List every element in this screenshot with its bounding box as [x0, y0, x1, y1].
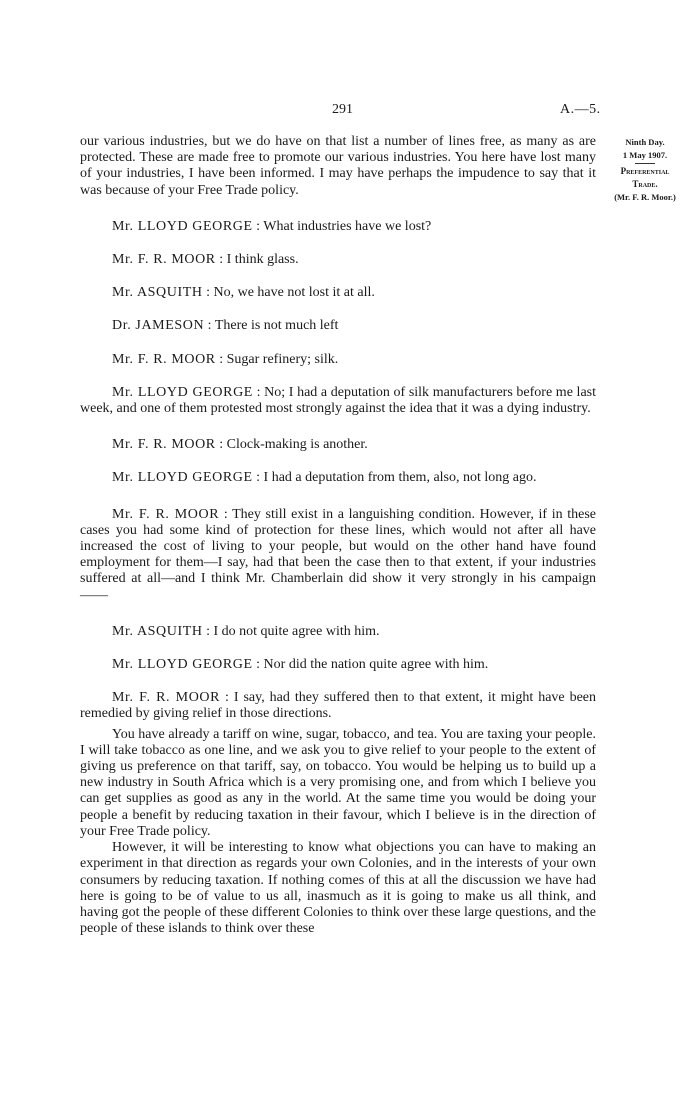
margin-note: [602, 136, 688, 204]
speech-text: They still exist in a languishing condition. However, if in these cases you had some kind of protection for these lines, which would not after all have increased the cost of living to your people, but would on the other hand have found employment for them—I say, had that been the case then to that extent, if your industries suffered at all—and I think Mr. Chamberlain did show it very strongly in his campaign ——: [80, 506, 596, 603]
document-reference: A.—5.: [560, 102, 601, 117]
speech-text: What industries have we lost?: [263, 218, 432, 234]
speaker-name: Dr. JAMESON: [112, 318, 205, 334]
body-text: [80, 134, 596, 937]
speaker-name: Mr. F. R. MOOR: [112, 437, 216, 453]
speaker-name: Mr. LLOYD GEORGE: [112, 384, 253, 400]
speech: Mr. F. R. MOOR : Clock-making is another.: [112, 437, 368, 453]
speaker-name: Mr. ASQUITH: [112, 285, 203, 301]
speaker-name: Mr. LLOYD GEORGE: [112, 470, 253, 486]
continuation-paragraph: You have already a tariff on wine, sugar, tobacco, and tea. You are taxing your people. I will take tobacco as one line, and we ask you to give relief to your people to the extent of giving us preference on that tariff, say, on tobacco. You would be helping us to build up a new industry in South Africa which is a very promising one, and from which I believe you can get supplies as good as any in the world. At the same time you would be doing your people a benefit by reducing taxation in their favour, which I believe is in the direction of your Free Trade policy.: [80, 726, 596, 839]
speaker-name: Mr. F. R. MOOR: [112, 690, 221, 706]
speech-text: No, we have not lost it at all.: [213, 285, 375, 301]
speaker-name: Mr. F. R. MOOR: [112, 252, 216, 268]
continuation-paragraph: However, it will be interesting to know what objections you can have to making an experiment in that direction as regards your own Colonies, and in the interests of your own consumers by reducing taxation. If nothing comes of this at all the discussion we have had here is going to be of value to us all, inasmuch as it is going to make us all think, and having got the people of these different Colonies to think over these large questions, and the people of these islands to think over these: [80, 840, 596, 937]
margin-speaker: (Mr. F. R. Moor.): [614, 192, 676, 202]
page-number: 291: [332, 102, 353, 117]
speech: Mr. F. R. MOOR : They still exist in a languishing condition. However, if in these cases you had some kind of protection for these lines, which would not after all have increased the cost of living to your people, but would on the other hand have found employment for them—I say, had that been the case then to that extent, if your industries suffered at all—and I think Mr. Chamberlain did show it very strongly in his campaign ——: [80, 506, 596, 603]
speaker-name: Mr. F. R. MOOR: [112, 506, 220, 522]
speech-text: There is not much left: [214, 318, 339, 334]
margin-date: 1 May 1907.: [622, 150, 668, 160]
speech: Mr. ASQUITH : I do not quite agree with him.: [112, 623, 380, 639]
speaker-name: Mr. F. R. MOOR: [112, 351, 216, 367]
speech: Mr. F. R. MOOR : Sugar refinery; silk.: [112, 351, 339, 367]
margin-divider: [635, 163, 655, 164]
speaker-name: Mr. LLOYD GEORGE: [112, 218, 253, 234]
speech: Mr. LLOYD GEORGE : What industries have we lost?: [112, 218, 432, 234]
speech-text: I say, had they suffered then to that extent, it might have been remedied by giving relief in those directions.: [80, 690, 597, 722]
speech-text: Clock-making is another.: [226, 437, 368, 453]
speech: Mr. LLOYD GEORGE : No; I had a deputation of silk manufacturers before me last week, and one of them protested most strongly against the idea that it was a dying industry.: [80, 384, 596, 417]
speech: Mr. LLOYD GEORGE : I had a deputation from them, also, not long ago.: [112, 470, 537, 486]
speech-text: Sugar refinery; silk.: [226, 351, 339, 367]
speech: Dr. JAMESON : There is not much left: [112, 318, 339, 334]
speech: Mr. F. R. MOOR : I think glass.: [112, 252, 299, 268]
margin-day: Ninth Day.: [625, 137, 665, 147]
speech-text: Nor did the nation quite agree with him.: [263, 657, 489, 673]
speech-text: I do not quite agree with him.: [213, 623, 380, 639]
speech-text: I had a deputation from them, also, not long ago.: [263, 470, 537, 486]
speech: Mr. LLOYD GEORGE : Nor did the nation quite agree with him.: [112, 657, 489, 673]
speaker-name: Mr. LLOYD GEORGE: [112, 657, 253, 673]
speech-text: I think glass.: [226, 252, 299, 268]
intro-paragraph: our various industries, but we do have on that list a number of lines free, as many as are protected. These are made free to promote our various industries. You here have lost many of your industries, I have been informed. I may have perhaps the impudence to say that it was because of your Free Trade policy.: [80, 134, 596, 198]
margin-subject-line2: Trade.: [632, 179, 658, 189]
margin-subject-line1: Preferential: [620, 166, 670, 176]
speaker-name: Mr. ASQUITH: [112, 623, 203, 639]
speech: Mr. F. R. MOOR : I say, had they suffered then to that extent, it might have been remedied by giving relief in those directions.: [80, 690, 597, 722]
speech: Mr. ASQUITH : No, we have not lost it at all.: [112, 285, 375, 301]
speech-text: No; I had a deputation of silk manufacturers before me last week, and one of them protested most strongly against the idea that it was a dying industry.: [80, 384, 596, 417]
